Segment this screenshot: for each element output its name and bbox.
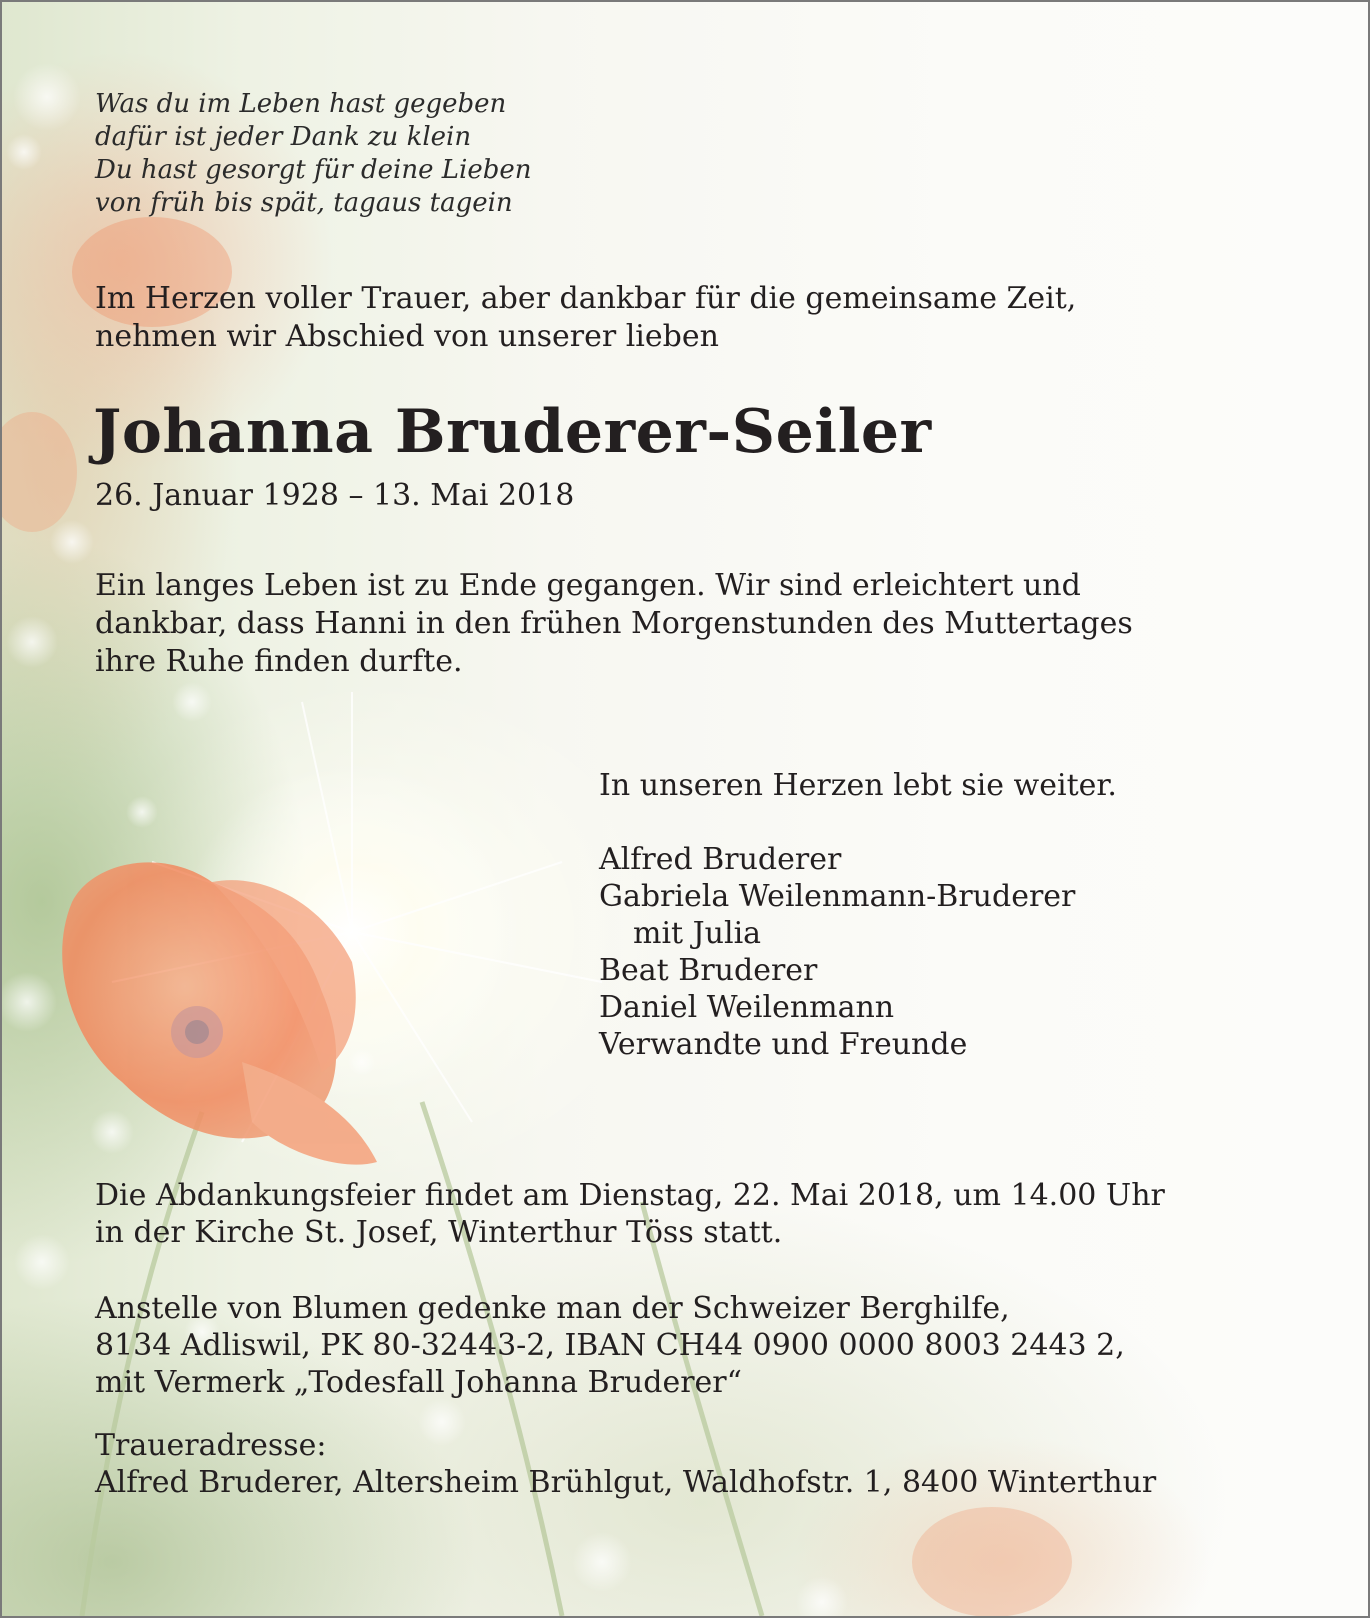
poem-line: Du hast gesorgt für deine Lieben [95,155,532,185]
family-member: Daniel Weilenmann [599,990,895,1025]
farewell-line: ihre Ruhe finden durfte. [95,644,463,679]
poem-line: von früh bis spät, tagaus tagein [95,188,513,218]
donation-notice [95,1290,1125,1401]
address-label: Traueradresse: [95,1428,327,1463]
family-block [599,767,1117,1063]
ceremony-line: Die Abdankungsfeier findet am Dienstag, 22. Mai 2018, um 14.00 Uhr [95,1178,1165,1213]
family-member: Gabriela Weilenmann-Bruderer [599,879,1076,914]
family-member: mit Julia [633,916,762,951]
donation-line: 8134 Adliswil, PK 80-32443-2, IBAN CH44 0900 0000 8003 2443 2, [95,1328,1125,1363]
farewell-paragraph [95,567,1133,681]
address-value: Alfred Bruderer, Altersheim Brühlgut, Waldhofstr. 1, 8400 Winterthur [95,1465,1157,1500]
donation-line: Anstelle von Blumen gedenke man der Schweizer Berghilfe, [95,1291,1010,1326]
family-motto: In unseren Herzen lebt sie weiter. [599,768,1117,803]
poem-line: dafür ist jeder Dank zu klein [95,122,472,152]
farewell-line: dankbar, dass Hanni in den frühen Morgenstunden des Muttertages [95,606,1133,641]
donation-line: mit Vermerk „Todesfall Johanna Bruderer“ [95,1365,742,1400]
life-dates: 26. Januar 1928 – 13. Mai 2018 [95,478,575,513]
intro-paragraph [95,280,1076,356]
intro-line: nehmen wir Abschied von unserer lieben [95,319,719,354]
memorial-poem [95,88,532,220]
intro-line: Im Herzen voller Trauer, aber dankbar für die gemeinsame Zeit, [95,281,1077,316]
spacer [599,804,1117,841]
family-member: Alfred Bruderer [599,842,842,877]
deceased-name: Johanna Bruderer-Seiler [93,397,932,467]
family-member: Verwandte und Freunde [599,1027,968,1062]
family-member: Beat Bruderer [599,953,818,988]
poem-line: Was du im Leben hast gegeben [95,89,507,119]
ceremony-notice [95,1177,1165,1251]
mourning-address [95,1427,1156,1501]
ceremony-line: in der Kirche St. Josef, Winterthur Töss statt. [95,1215,783,1250]
farewell-line: Ein langes Leben ist zu Ende gegangen. Wir sind erleichtert und [95,568,1081,603]
